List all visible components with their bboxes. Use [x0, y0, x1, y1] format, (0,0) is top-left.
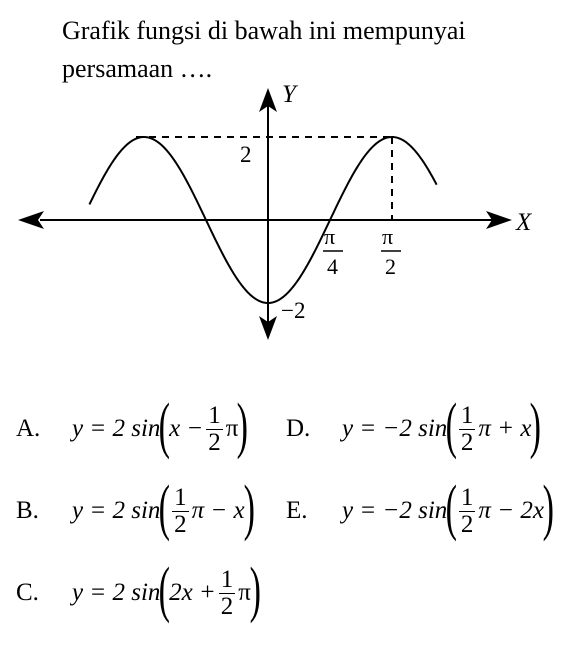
sine-graph — [0, 80, 586, 350]
tick-pi-over-2-den: 2 — [385, 254, 396, 279]
option-b-frac-den: 2 — [174, 510, 187, 538]
option-e-lhs: y = −2 sin — [342, 497, 448, 524]
question-text: Grafik fungsi di bawah ini mempunyai persamaan …. — [62, 16, 466, 83]
option-a[interactable]: A. y = 2 sin ( x − $\frac{1}{2}$ π ) — [16, 392, 249, 460]
option-b-frac-num: 1 — [174, 483, 187, 511]
option-b-lhs: y = 2 sin — [72, 497, 161, 524]
tick-label-2: 2 — [240, 142, 252, 167]
option-d-letter: D. — [286, 415, 311, 442]
tick-label-neg2: −2 — [281, 298, 306, 323]
tick-pi-over-4-den: 4 — [327, 254, 338, 279]
option-e-frac-den: 2 — [460, 510, 474, 538]
option-c-frac-den: 2 — [220, 592, 234, 620]
y-axis-label: Y — [282, 81, 296, 108]
option-b-term2: π − x — [191, 497, 245, 524]
option-b[interactable]: B. y = 2 sin ( $\frac{1}{2}$ π − x ) — [16, 474, 255, 542]
option-c-letter: C. — [16, 579, 39, 606]
option-a-frac-den: 2 — [208, 428, 221, 456]
option-a-lhs: y = 2 sin — [72, 415, 161, 442]
option-a-frac-num: 1 — [208, 401, 221, 429]
option-a-letter: A. — [16, 415, 41, 442]
option-d-frac-den: 2 — [460, 428, 474, 456]
option-c-lhs: y = 2 sin — [72, 579, 161, 606]
option-e-term2: π − 2x — [478, 497, 544, 524]
option-d-lhs: y = −2 sin — [342, 415, 448, 442]
option-a-term1: x − — [169, 415, 204, 442]
option-c-term1: 2x + — [169, 579, 216, 606]
option-c-frac-num: 1 — [220, 565, 234, 593]
option-a-term2: π — [225, 415, 239, 442]
x-axis-label: X — [516, 209, 532, 236]
tick-pi-over-2-num: π — [382, 224, 394, 249]
option-d[interactable]: D. y = −2 sin ( $\frac{1}{2}$ π + x ) — [286, 392, 542, 460]
option-e-letter: E. — [286, 497, 308, 524]
option-e-frac-num: 1 — [460, 483, 474, 511]
option-b-letter: B. — [16, 497, 39, 524]
option-d-frac-num: 1 — [460, 401, 474, 429]
tick-pi-over-4-num: π — [324, 224, 336, 249]
option-d-term2: π + x — [478, 415, 532, 442]
option-e[interactable]: E. y = −2 sin ( $\frac{1}{2}$ π − 2x ) — [286, 474, 554, 542]
option-c-term2: π — [238, 579, 251, 606]
option-c[interactable]: C. y = 2 sin ( 2x + $\frac{1}{2}$ π ) — [16, 556, 261, 624]
